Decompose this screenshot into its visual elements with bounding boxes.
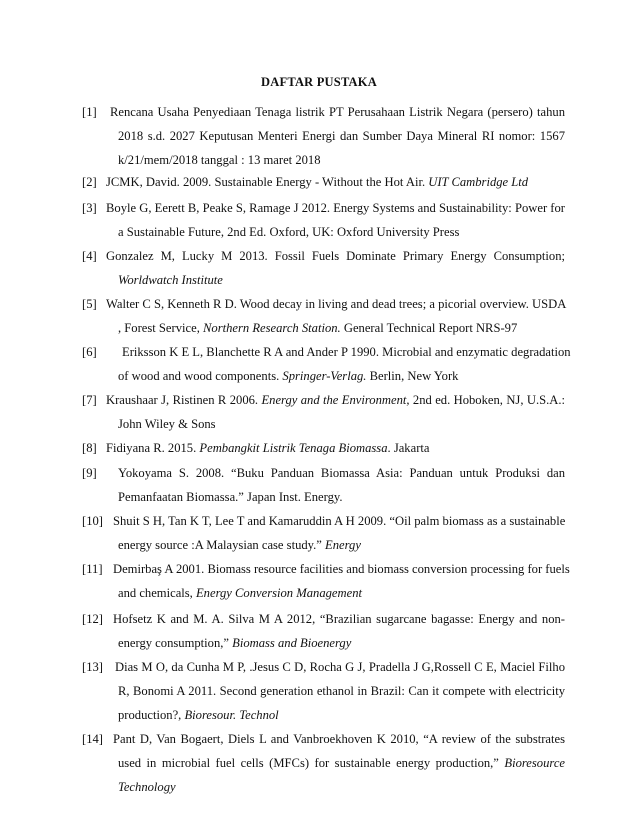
reference-text: R, Bonomi A 2011. Second generation ethanol in Brazil: Can it compete with electricity bbox=[118, 684, 565, 698]
reference-source-title: Technology bbox=[118, 780, 176, 794]
reference-line bbox=[118, 755, 565, 771]
reference-number: [7] bbox=[82, 393, 97, 407]
reference-number: [2] bbox=[82, 175, 97, 189]
reference-text: Dias M O, da Cunha M P, .Jesus C D, Rocha G J, Pradella J G,Rossell C E, Maciel Filho bbox=[115, 660, 565, 674]
reference-line bbox=[118, 683, 565, 699]
reference-text: Rencana Usaha Penyediaan Tenaga listrik PT Perusahaan Listrik Negara (persero) tahun bbox=[110, 105, 565, 119]
reference-number: [11] bbox=[82, 562, 103, 576]
reference-line bbox=[118, 779, 176, 795]
reference-line bbox=[113, 731, 565, 747]
reference-text: General Technical Report NRS-97 bbox=[340, 321, 518, 335]
reference-line bbox=[106, 440, 429, 456]
reference-number: [10] bbox=[82, 514, 103, 528]
reference-source-title: UIT Cambridge Ltd bbox=[428, 175, 529, 189]
reference-line bbox=[113, 513, 565, 529]
reference-text: Pant D, Van Bogaert, Diels L and Vanbroekhoven K 2010, “A review of the substrates bbox=[113, 732, 565, 746]
reference-line bbox=[118, 416, 216, 432]
reference-text: Eriksson K E L, Blanchette R A and Ander P 1990. Microbial and enzymatic degradation bbox=[122, 345, 571, 359]
reference-text: Yokoyama S. 2008. “Buku Panduan Biomassa Asia: Panduan untuk Produksi dan bbox=[118, 466, 565, 480]
reference-line bbox=[113, 611, 565, 627]
reference-source-title: Worldwatch Institute bbox=[118, 273, 223, 287]
reference-number: [8] bbox=[82, 441, 97, 455]
reference-number: [5] bbox=[82, 297, 97, 311]
reference-source-title: Bioresource bbox=[504, 756, 565, 770]
reference-number: [1] bbox=[82, 105, 97, 119]
reference-number: [12] bbox=[82, 612, 103, 626]
reference-source-title: Energy Conversion Management bbox=[195, 586, 362, 600]
reference-line bbox=[106, 296, 565, 312]
reference-source-title: Biomass and Bioenergy bbox=[232, 636, 352, 650]
reference-text: John Wiley & Sons bbox=[118, 417, 216, 431]
reference-line bbox=[106, 392, 565, 408]
reference-line bbox=[106, 248, 565, 264]
reference-line bbox=[106, 200, 565, 216]
reference-text: Hofsetz K and M. A. Silva M A 2012, “Brazilian sugarcane bagasse: Energy and non- bbox=[113, 612, 565, 626]
reference-text: a Sustainable Future, 2nd Ed. Oxford, UK: Oxford University Press bbox=[118, 225, 460, 239]
reference-text: k/21/mem/2018 tanggal : 13 maret 2018 bbox=[118, 153, 321, 167]
reference-source-title: Pembangkit Listrik Tenaga Biomassa bbox=[199, 441, 388, 455]
reference-text: , Forest Service, bbox=[118, 321, 203, 335]
page-title: DAFTAR PUSTAKA bbox=[261, 75, 377, 89]
reference-text: Pemanfaatan Biomassa.” Japan Inst. Energy. bbox=[118, 490, 343, 504]
reference-text: energy source :A Malaysian case study.” bbox=[118, 538, 326, 552]
reference-text: 2nd ed. Hoboken, NJ, U.S.A.: bbox=[409, 393, 565, 407]
reference-line bbox=[118, 489, 343, 505]
reference-text: Gonzalez M, Lucky M 2013. Fossil Fuels Dominate Primary Energy Consumption; bbox=[106, 249, 565, 263]
reference-line bbox=[118, 320, 517, 336]
reference-number: [13] bbox=[82, 660, 103, 674]
reference-number: [6] bbox=[82, 345, 97, 359]
reference-text: Kraushaar J, Ristinen R 2006. bbox=[106, 393, 262, 407]
reference-line bbox=[118, 152, 321, 168]
reference-text: . Jakarta bbox=[387, 441, 430, 455]
reference-text: Berlin, New York bbox=[366, 369, 459, 383]
reference-line bbox=[118, 465, 565, 481]
reference-text: used in microbial fuel cells (MFCs) for sustainable energy production,” bbox=[118, 756, 505, 770]
reference-line bbox=[118, 224, 459, 240]
reference-source-title: Energy bbox=[325, 538, 361, 552]
reference-source-title: Energy and the Environment, bbox=[261, 393, 410, 407]
reference-source-title: Springer-Verlag. bbox=[282, 369, 367, 383]
reference-number: [3] bbox=[82, 201, 97, 215]
reference-text: JCMK, David. 2009. Sustainable Energy - Without the Hot Air. bbox=[106, 175, 429, 189]
reference-line bbox=[118, 272, 223, 288]
reference-text: 2018 s.d. 2027 Keputusan Menteri Energi dan Sumber Daya Mineral RI nomor: 1567 bbox=[118, 129, 565, 143]
reference-line bbox=[118, 537, 361, 553]
reference-source-title: Bioresour. Technol bbox=[184, 708, 279, 722]
reference-line bbox=[118, 128, 565, 144]
reference-line bbox=[118, 707, 279, 723]
reference-line bbox=[113, 561, 570, 577]
reference-text: Walter C S, Kenneth R D. Wood decay in living and dead trees; a picorial overview. USDA bbox=[106, 297, 567, 311]
reference-number: [4] bbox=[82, 249, 97, 263]
reference-line bbox=[122, 344, 571, 360]
reference-text: of wood and wood components. bbox=[118, 369, 283, 383]
reference-text: production?, bbox=[118, 708, 185, 722]
reference-line bbox=[118, 635, 351, 651]
reference-number: [14] bbox=[82, 732, 103, 746]
reference-text: and chemicals, bbox=[118, 586, 196, 600]
reference-number: [9] bbox=[82, 466, 97, 480]
reference-text: Demirbaş A 2001. Biomass resource facilities and biomass conversion processing for fuels bbox=[113, 562, 570, 576]
reference-line bbox=[118, 368, 458, 384]
reference-line bbox=[118, 585, 362, 601]
reference-line bbox=[115, 659, 565, 675]
reference-text: Fidiyana R. 2015. bbox=[106, 441, 200, 455]
reference-text: Shuit S H, Tan K T, Lee T and Kamaruddin A H 2009. “Oil palm biomass as a sustainable bbox=[113, 514, 566, 528]
reference-text: Boyle G, Eerett B, Peake S, Ramage J 2012. Energy Systems and Sustainability: Power for bbox=[106, 201, 565, 215]
reference-line bbox=[106, 174, 528, 190]
reference-source-title: Northern Research Station. bbox=[203, 321, 341, 335]
reference-text: energy consumption,” bbox=[118, 636, 233, 650]
reference-line bbox=[110, 104, 565, 120]
